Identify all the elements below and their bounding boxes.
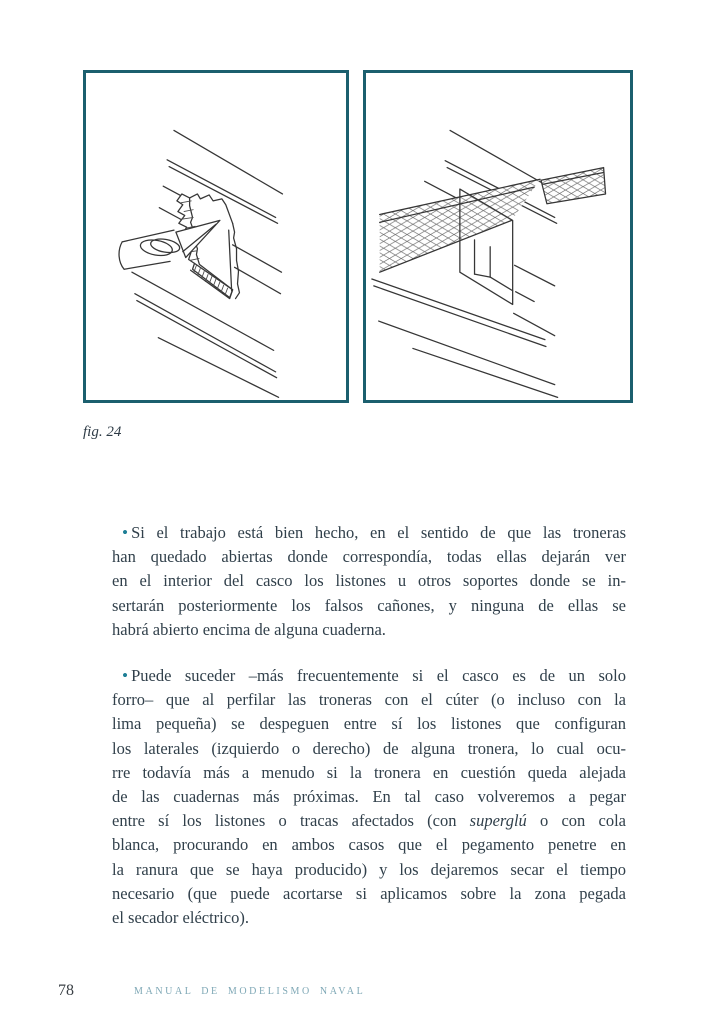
rasp-strip-through-gunport-illustration	[366, 73, 630, 400]
figure-24-right-panel	[363, 70, 633, 403]
rasp-strip-exit	[541, 168, 606, 204]
cutter-tool	[119, 220, 220, 269]
text-line: necesario (que puede acortarse si aplicamos sobre la zona pegada	[112, 883, 626, 903]
figure-caption: fig. 24	[83, 424, 122, 440]
text-line: habrá abierto encima de alguna cuaderna.	[112, 619, 386, 639]
text-line: rre todavía más a menudo si la tronera en cuestión queda alejada	[112, 762, 626, 782]
text-line: de las cuadernas más próximas. En tal caso volveremos a pegar	[112, 787, 626, 807]
running-footer-title: MANUAL DE MODELISMO NAVAL	[134, 986, 366, 997]
paragraph-2	[112, 664, 626, 930]
cutter-carving-gunport-illustration	[86, 73, 346, 400]
figure-24-left-panel	[83, 70, 349, 403]
text-line: en el interior del casco los listones u otros soportes donde se in-	[112, 571, 626, 591]
text-line: blanca, procurando en ambos casos que el pegamento penetre en	[112, 835, 626, 855]
text-line: entre sí los listones o tracas afectados (con superglú o con cola	[112, 811, 626, 831]
text-line: • Puede suceder –más frecuentemente si el casco es de un solo	[122, 666, 626, 686]
text-line: el secador eléctrico).	[112, 908, 249, 928]
figure-24-panels	[83, 70, 633, 403]
text-line: • Si el trabajo está bien hecho, en el sentido de que las troneras	[122, 523, 626, 542]
paragraph-1	[112, 521, 626, 642]
page-number: 78	[58, 982, 74, 999]
text-line: sertarán posteriormente los falsos cañones, y ninguna de ellas se	[112, 595, 626, 615]
text-line: forro– que al perfilar las troneras con el cúter (o incluso con la	[112, 690, 626, 710]
text-line: la ranura que se haya producido) y los dejaremos secar el tiempo	[112, 859, 626, 879]
text-line: los laterales (izquierdo o derecho) de alguna tronera, lo cual ocu-	[112, 738, 626, 758]
hull-planking-lines-lower	[372, 265, 558, 397]
body-text	[112, 521, 626, 930]
bullet-marker: •	[122, 523, 129, 542]
text-line: lima pequeña) se despeguen entre sí los listones que configuran	[112, 714, 626, 734]
text-line: han quedado abiertas donde correspondía, todas ellas dejarán ver	[112, 547, 626, 567]
bullet-marker: •	[122, 666, 129, 686]
